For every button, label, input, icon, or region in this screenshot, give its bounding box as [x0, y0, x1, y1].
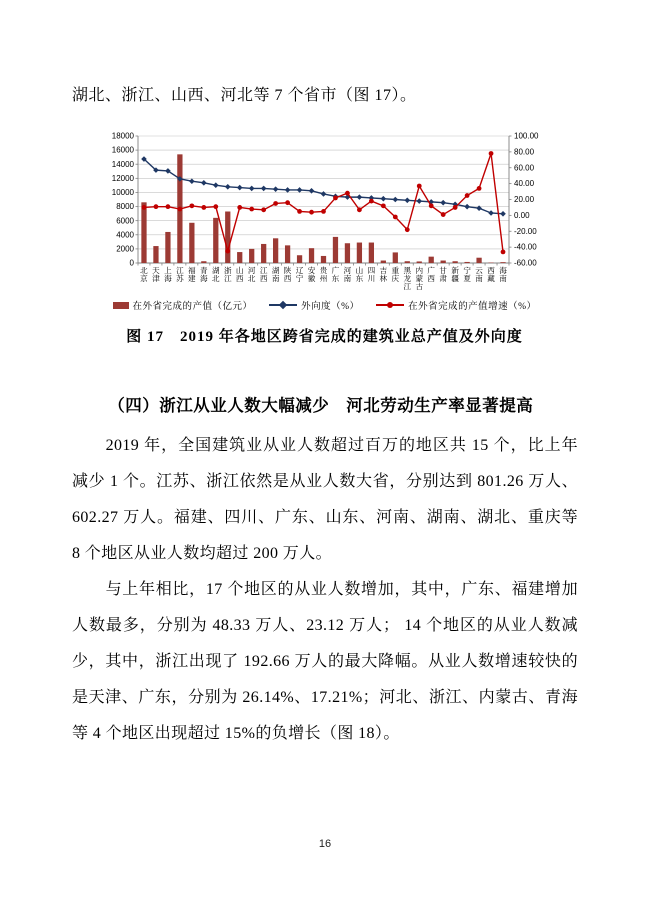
circle-marker [249, 207, 254, 212]
bar [381, 261, 386, 263]
x-axis-label: 陕西 [283, 266, 292, 283]
left-axis-label: 10000 [111, 188, 134, 198]
circle-marker [489, 151, 494, 156]
diamond-marker [201, 180, 207, 186]
bar [476, 258, 481, 263]
left-axis-label: 0 [129, 258, 134, 268]
bar [273, 238, 278, 263]
x-axis-label: 吉林 [379, 266, 388, 283]
right-axis [509, 132, 539, 268]
legend-label: 外向度（%） [301, 302, 360, 312]
bar [141, 202, 146, 263]
right-axis-label: 20.00 [514, 195, 535, 205]
circle-marker [177, 207, 182, 212]
diamond-marker [237, 185, 243, 191]
diamond-marker [416, 198, 422, 204]
bar [225, 211, 230, 263]
diamond-marker [321, 191, 327, 197]
circle-marker [333, 196, 338, 201]
bar [464, 262, 469, 263]
circle-marker [405, 227, 410, 232]
circle-marker [417, 184, 422, 189]
x-axis-label: 西藏 [487, 266, 495, 283]
x-axis-label: 安徽 [307, 266, 316, 283]
circle-marker [189, 203, 194, 208]
page-number: 16 [318, 838, 332, 850]
left-axis-label: 2000 [116, 244, 134, 254]
circle-marker [213, 204, 218, 209]
diamond-marker [404, 197, 410, 203]
diamond-marker [261, 186, 267, 192]
bar [369, 243, 374, 263]
right-axis-label: -20.00 [514, 226, 537, 236]
x-axis-label: 青海 [200, 266, 208, 283]
x-axis-label: 河北 [247, 266, 256, 283]
bar [345, 243, 350, 263]
paragraph-2: 与上年相比，17 个地区的从业人数增加，其中，广东、福建增加人数最多，分别为 48.33 万人、23.12 万人； 14 个地区的从业人数减少，其中，浙江出现了 192.66 万人的最大降幅。从业人数增速较快的是天津、广东，分别为 26.14%、17.21%；河北、浙江、内蒙古、青海等 4 个地区出现超过 15%的负增长（图 18）。 [72, 581, 578, 742]
circle-marker [501, 249, 506, 254]
circle-marker [357, 207, 362, 212]
bar [429, 257, 434, 263]
left-axis-label: 4000 [116, 230, 134, 240]
diamond-marker [440, 200, 446, 206]
diamond-marker [393, 197, 399, 203]
diamond-marker [297, 187, 303, 193]
x-axis-label: 广东 [331, 266, 340, 283]
x-axis-label: 上海 [164, 266, 172, 283]
legend-item-outward-degree [269, 298, 359, 312]
legend-label: 在外省完成的产值（亿元） [132, 302, 253, 312]
diamond-marker [285, 187, 291, 193]
bar [201, 261, 206, 263]
left-axis-label: 18000 [111, 131, 134, 141]
circle-marker [261, 207, 266, 212]
bar [453, 261, 458, 263]
figure-caption: 图 17 2019 年各地区跨省完成的建筑业总产值及外向度 [126, 329, 523, 345]
circle-marker [477, 186, 482, 191]
x-axis-label: 重庆 [391, 266, 400, 283]
x-axis-label: 贵州 [319, 266, 328, 283]
outward-degree-line [141, 156, 506, 216]
left-axis-label: 14000 [111, 159, 134, 169]
circle-marker [309, 210, 314, 215]
bar [500, 262, 505, 263]
x-axis-label: 山东 [355, 266, 364, 283]
right-axis-label: 100.00 [514, 131, 539, 141]
chart-legend [113, 298, 537, 312]
x-axis-label: 湖北 [211, 266, 220, 283]
left-axis-label: 8000 [116, 202, 134, 212]
circle-marker [345, 191, 350, 196]
x-axis-label: 河南 [343, 266, 352, 283]
bar [249, 249, 254, 263]
diamond-marker [213, 182, 219, 188]
diamond-marker [225, 184, 231, 190]
bar [321, 256, 326, 263]
circle-marker [393, 215, 398, 220]
bar [357, 243, 362, 263]
diamond-marker [488, 210, 494, 216]
growth-rate-line-path [144, 153, 503, 251]
x-axis-label: 云南 [475, 266, 483, 283]
x-axis-label: 辽宁 [295, 266, 304, 283]
bar [213, 218, 218, 263]
x-axis-label: 四川 [367, 266, 376, 283]
bar [297, 255, 302, 263]
circle-marker [297, 209, 302, 214]
diamond-marker [357, 194, 363, 200]
left-axis [112, 132, 138, 268]
right-axis-label: -60.00 [514, 258, 537, 268]
right-axis-label: -40.00 [514, 242, 537, 252]
x-axis-label: 北京 [140, 266, 148, 283]
circle-marker [285, 200, 290, 205]
bar [393, 252, 398, 263]
circle-marker [441, 212, 446, 217]
circle-marker [237, 205, 242, 210]
circle-marker-icon [387, 302, 393, 308]
x-axis-label: 海南 [499, 266, 507, 283]
intro-paragraph: 湖北、浙江、山西、河北等 7 个省市（图 17）。 [72, 87, 417, 104]
right-axis-label: 0.00 [514, 210, 530, 220]
legend-item-growth-rate [376, 298, 536, 312]
diamond-marker [381, 196, 387, 202]
bar [189, 223, 194, 263]
circle-marker [381, 203, 386, 208]
x-axis-label: 浙江 [223, 266, 232, 283]
growth-rate-line [142, 151, 506, 254]
circle-marker [142, 205, 147, 210]
diamond-marker [189, 178, 195, 184]
section-heading: （四）浙江从业人数大幅减少 河北劳动生产率显著提高 [108, 396, 534, 415]
bar [261, 244, 266, 263]
left-axis-label: 16000 [111, 145, 134, 155]
bar-swatch-icon [113, 302, 129, 309]
bar [285, 245, 290, 263]
circle-marker [225, 249, 230, 254]
bar [237, 252, 242, 263]
circle-marker [321, 209, 326, 214]
left-axis-label: 6000 [116, 216, 134, 226]
circle-marker [154, 204, 159, 209]
x-axis-label: 福建 [188, 266, 196, 283]
x-axis-label: 甘肃 [439, 266, 447, 283]
legend-item-output-value [113, 298, 253, 312]
figure-17-chart [102, 130, 547, 294]
right-axis-label: 40.00 [514, 179, 535, 189]
x-axis-label: 山西 [235, 266, 244, 283]
circle-marker [166, 204, 171, 209]
x-axis-label: 新疆 [451, 266, 459, 283]
x-axis-label: 广西 [427, 266, 436, 283]
bar [417, 261, 422, 263]
x-axis-label: 湖南 [271, 266, 280, 283]
diamond-line-icon [269, 304, 297, 306]
x-axis-label: 内蒙古 [415, 266, 424, 291]
figure-17 [102, 130, 547, 346]
right-axis-label: 80.00 [514, 147, 535, 157]
x-axis-labels [140, 265, 507, 291]
paragraph-1: 2019 年，全国建筑业从业人数超过百万的地区共 15 个，比上年减少 1 个。江苏、浙江依然是从业人数大省，分别达到 801.26 万人、602.27 万人。福建、四川、广东、山东、河南、湖南、湖北、重庆等 8 个地区从业人数均超过 200 万人。 [72, 437, 578, 562]
right-axis-label: 60.00 [514, 163, 535, 173]
bar [441, 261, 446, 263]
circle-line-icon [376, 304, 404, 306]
circle-marker [273, 201, 278, 206]
diamond-marker [464, 204, 470, 210]
bar [153, 246, 158, 263]
x-axis-label: 黑龙江 [403, 266, 412, 291]
bars-series [141, 154, 505, 263]
left-axis-label: 12000 [111, 173, 134, 183]
diamond-marker [500, 211, 506, 217]
x-axis-label: 江苏 [176, 266, 184, 283]
legend-label: 在外省完成的产值增速（%） [408, 302, 537, 312]
outward-degree-line-path [144, 159, 503, 214]
bar [333, 237, 338, 263]
x-axis-label: 天津 [152, 266, 160, 283]
x-axis-label: 江西 [259, 266, 268, 283]
circle-marker [465, 193, 470, 198]
diamond-marker [249, 186, 255, 192]
bar [405, 261, 410, 263]
bar [309, 248, 314, 263]
circle-marker [369, 199, 374, 204]
diamond-marker-icon [279, 301, 287, 309]
bar [165, 232, 170, 263]
circle-marker [429, 203, 434, 208]
x-axis-label: 宁夏 [463, 266, 471, 283]
circle-marker [453, 205, 458, 210]
diamond-marker [273, 186, 279, 192]
circle-marker [201, 205, 206, 210]
